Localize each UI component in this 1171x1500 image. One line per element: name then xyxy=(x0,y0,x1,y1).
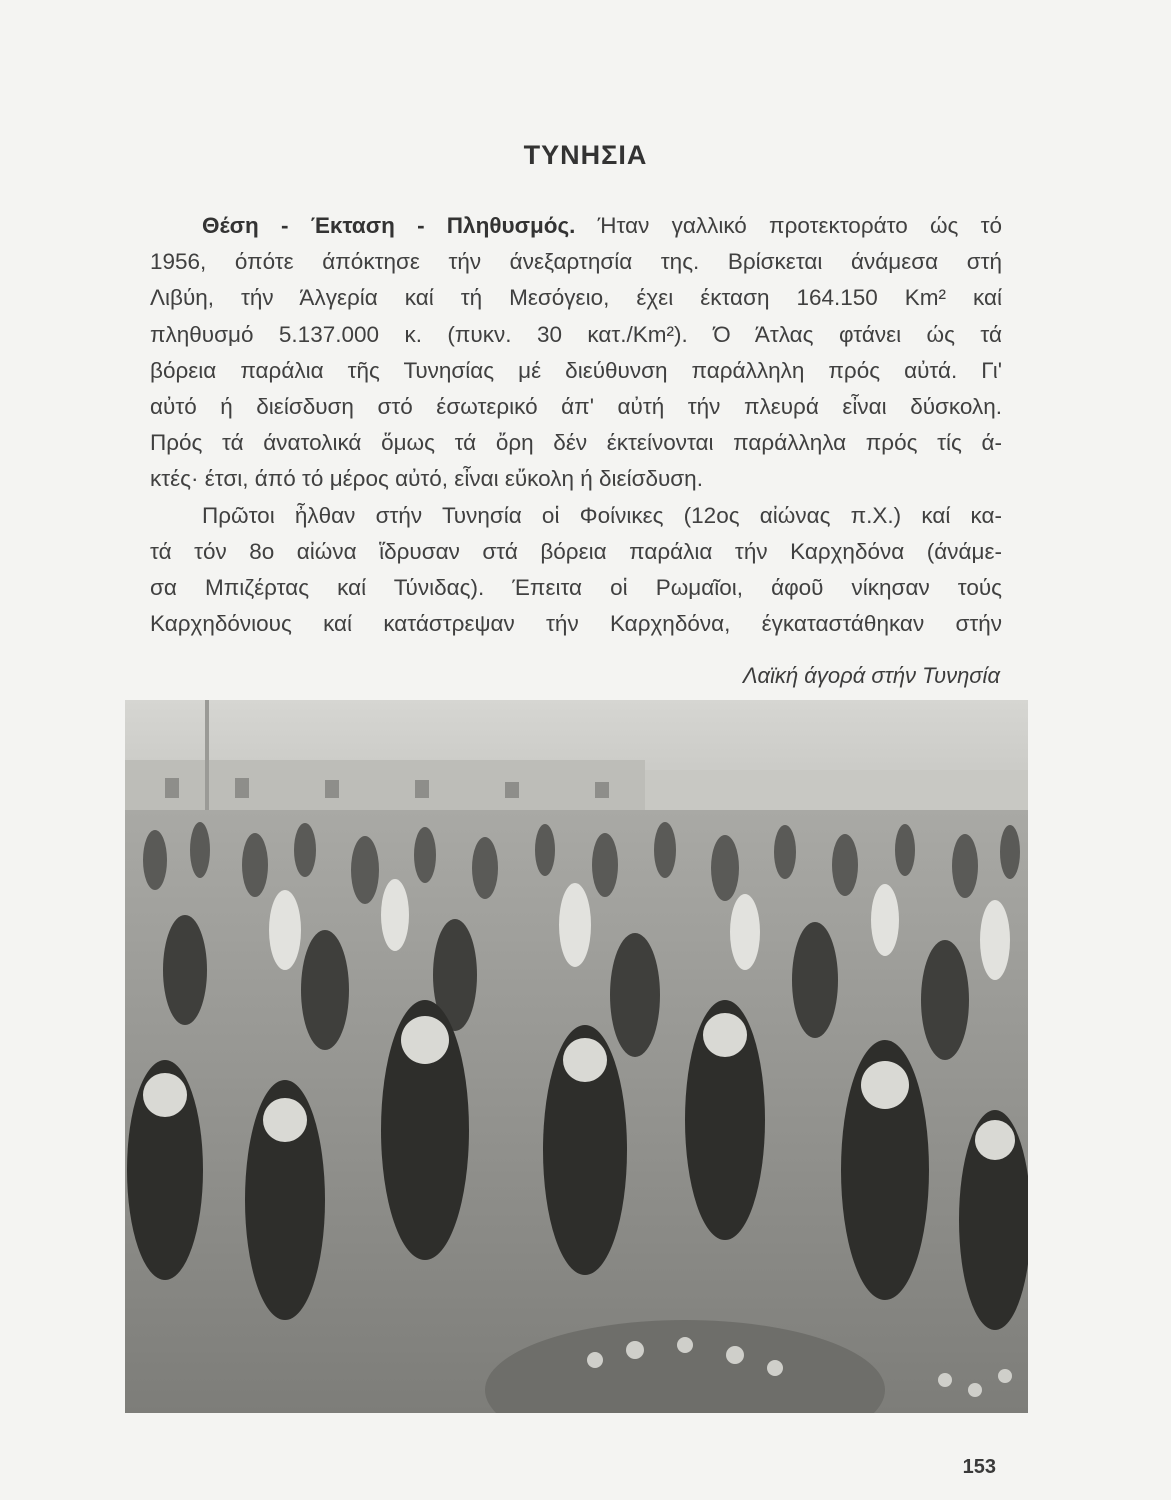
paragraph2-line3: σα Μπιζέρτας καί Τύνιδας). Έπειτα οἱ Ρωμαῖοι, άφοῦ νίκησαν τούς xyxy=(150,575,1002,601)
photo-caption: Λαϊκή άγορά στήν Τυνησία xyxy=(742,663,1000,688)
paragraph2-line4: Καρχηδόνιους καί κατάστρεψαν τήν Καρχηδόνα, έγκαταστάθηκαν στήν xyxy=(150,611,1002,637)
paragraph1-line3: Λιβύη, τήν Άλγερία καί τή Μεσόγειο, έχει έκταση 164.150 Km² καί xyxy=(150,285,1002,311)
page-number: 153 xyxy=(962,1456,996,1478)
paragraph1-line2: 1956, όπότε άπόκτησε τήν άνεξαρτησία της. Βρίσκεται άνάμεσα στή xyxy=(150,249,1002,275)
photo-building-right xyxy=(645,770,1028,815)
market-photo xyxy=(125,700,1028,1413)
paragraph1-line1-text: Ήταν γαλλικό προτεκτοράτο ώς τό xyxy=(597,213,1002,238)
article-body xyxy=(150,208,1002,642)
paragraph1-line1 xyxy=(150,208,1002,244)
section-heading: Θέση - Έκταση - Πληθυσμός. xyxy=(202,213,576,238)
market-photo-illustration xyxy=(125,700,1028,1413)
paragraph1-line4: πληθυσμό 5.137.000 κ. (πυκν. 30 κατ./Km²). Ό Άτλας φτάνει ώς τά xyxy=(150,321,1002,347)
paragraph1-line5: βόρεια παράλια τῆς Τυνησίας μέ διεύθυνση παράλληλη πρός αὐτά. Γι' xyxy=(150,357,1002,383)
paragraph2-line2: τά τόν 8ο αἰώνα ἵδρυσαν στά βόρεια παράλια τήν Καρχηδόνα (άνάμε- xyxy=(150,538,1002,564)
page-title: ΤΥΝΗΣΙΑ xyxy=(523,140,648,170)
paragraph2-line1: Πρῶτοι ἦλθαν στήν Τυνησία οἱ Φοίνικες (12ος αἰώνας π.Χ.) καί κα- xyxy=(202,502,1002,528)
paragraph1-line7: Πρός τά άνατολικά ὅμως τά ὄρη δέν έκτείνονται παράλληλα πρός τίς ά- xyxy=(150,430,1002,456)
photo-pole xyxy=(205,700,209,810)
paragraph1-line8: κτές· έτσι, άπό τό μέρος αὐτό, εἶναι εὔκολη ή διείσδυση. xyxy=(150,466,703,492)
paragraph1-line6: αὐτό ή διείσδυση στό έσωτερικό άπ' αὐτή τήν πλευρά εἶναι δύσκολη. xyxy=(150,394,1002,420)
